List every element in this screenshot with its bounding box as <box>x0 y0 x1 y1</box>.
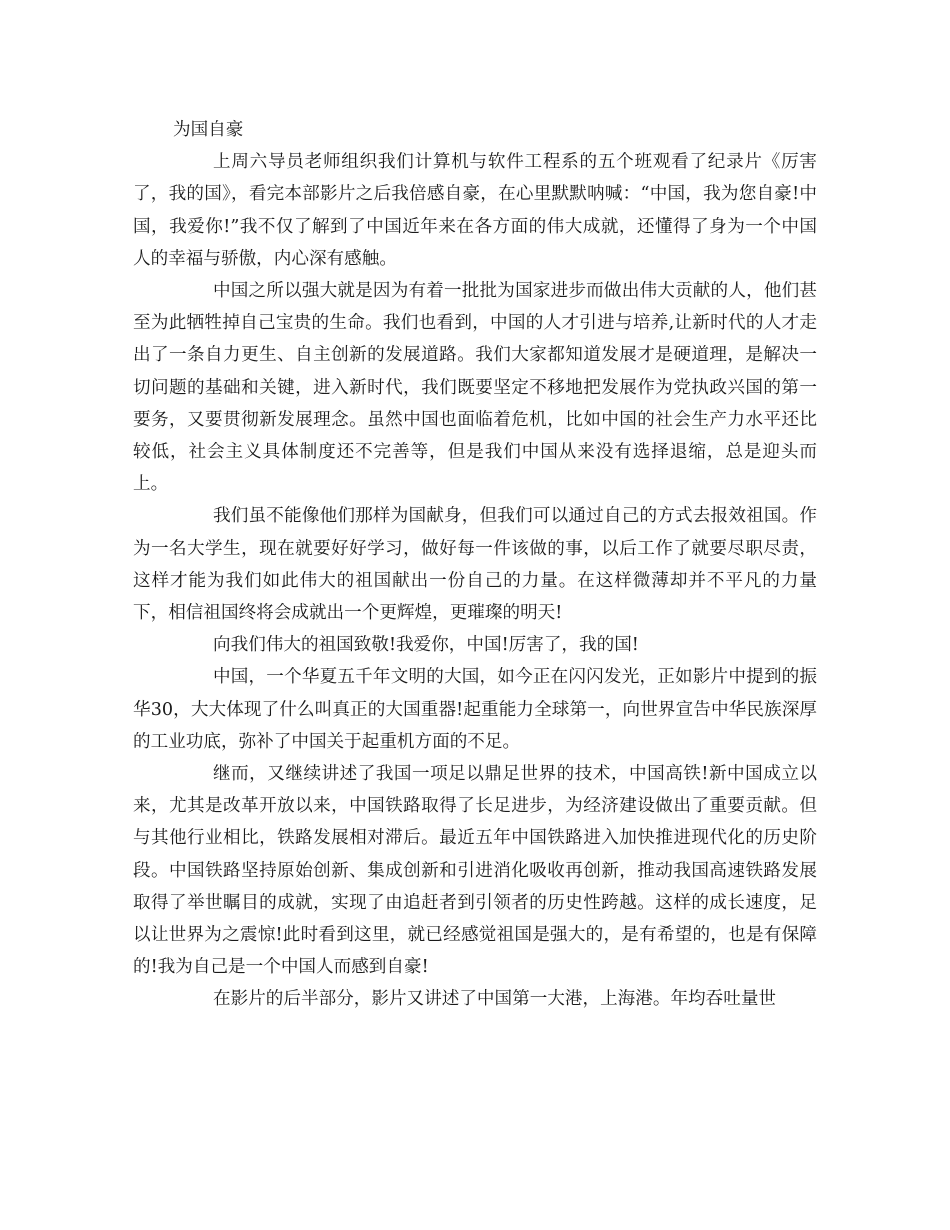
paragraph-5: 中国，一个华夏五千年文明的大国，如今正在闪闪发光，正如影片中提到的振华30，大大体现了什么叫真正的大国重器!起重能力全球第一，向世界宣告中华民族深厚的工业功底，弥补了中国关于起重机方面的不足。 <box>133 667 817 752</box>
paragraph-4: 向我们伟大的祖国致敬!我爱你，中国!厉害了，我的国! <box>213 635 639 656</box>
document-body <box>133 114 817 1016</box>
paragraph-1: 上周六导员老师组织我们计算机与软件工程系的五个班观看了纪录片《厉害了，我的国》，看完本部影片之后我倍感自豪，在心里默默呐喊：“中国，我为您自豪!中国，我爱你!”我不仅了解到了中国近年来在各方面的伟大成就，还懂得了身为一个中国人的幸福与骄傲，内心深有感触。 <box>133 152 817 269</box>
paragraph-2: 中国之所以强大就是因为有着一批批为国家进步而做出伟大贡献的人，他们甚至为此牺牲掉自己宝贵的生命。我们也看到，中国的人才引进与培养,让新时代的人才走出了一条自力更生、自主创新的发展道路。我们大家都知道发展才是硬道理，是解决一切问题的基础和关键，进入新时代，我们既要坚定不移地把发展作为党执政兴国的第一要务，又要贯彻新发展理念。虽然中国也面临着危机，比如中国的社会生产力水平还比较低，社会主义具体制度还不完善等，但是我们中国从来没有选择退缩，总是迎头而上。 <box>133 281 817 495</box>
document-title: 为国自豪 <box>173 120 244 140</box>
paragraph-3: 我们虽不能像他们那样为国献身，但我们可以通过自己的方式去报效祖国。作为一名大学生，现在就要好好学习，做好每一件该做的事，以后工作了就要尽职尽责，这样才能为我们如此伟大的祖国献出一份自己的力量。在这样微薄却并不平凡的力量下，相信祖国终将会成就出一个更辉煌，更璀璨的明天! <box>133 506 817 624</box>
paragraph-7: 在影片的后半部分，影片又讲述了中国第一大港，上海港。年均吞吐量世 <box>213 989 777 1010</box>
paragraph-6: 继而，又继续讲述了我国一项足以鼎足世界的技术，中国高铁!新中国成立以来，尤其是改革开放以来，中国铁路取得了长足进步，为经济建设做出了重要贡献。但与其他行业相比，铁路发展相对滞后。最近五年中国铁路进入加快推进现代化的历史阶段。中国铁路坚持原始创新、集成创新和引进消化吸收再创新，推动我国高速铁路发展取得了举世瞩目的成就，实现了由追赶者到引领者的历史性跨越。这样的成长速度，足以让世界为之震惊!此时看到这里，就已经感觉祖国是强大的，是有希望的，也是有保障的!我为自己是一个中国人而感到自豪! <box>133 764 817 978</box>
